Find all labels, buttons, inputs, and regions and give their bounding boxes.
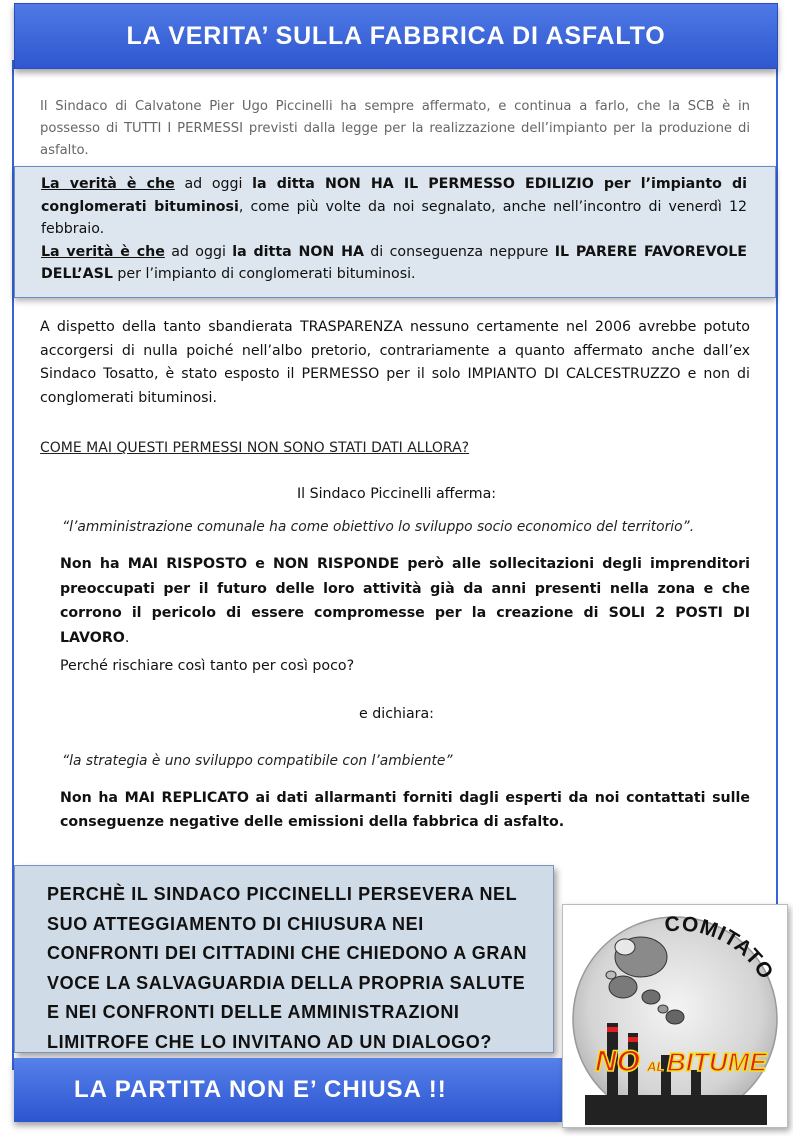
quote-development: “l’amministrazione comunale ha come obiettivo lo sviluppo socio economico del territorio”. xyxy=(62,519,695,535)
question-box xyxy=(14,865,554,1053)
logo-arc-text: COMITATO xyxy=(663,912,779,984)
truth-lead: La verità è che xyxy=(41,243,165,260)
permits-question: COME MAI QUESTI PERMESSI NON SONO STATI DATI ALLORA? xyxy=(40,440,470,456)
why-risk-line: Perché rischiare così tanto per così poco? xyxy=(60,658,355,674)
page-title: LA VERITA’ SULLA FABBRICA DI ASFALTO xyxy=(126,21,666,50)
logo-no: NO xyxy=(595,1045,640,1078)
truth-paragraph-1: La verità è che ad oggi la ditta NON HA IL PERMESSO EDILIZIO per l’impianto di conglomerati bituminosi, come più volte da noi segnalato, anche nell’incontro di venerdì 12 febbraio. xyxy=(41,176,747,237)
title-banner xyxy=(14,3,778,69)
intro-paragraph: Il Sindaco di Calvatone Pier Ugo Piccinelli ha sempre affermato, e continua a farlo, che la SCB è in possesso di TUTTI I PERMESSI previsti dalla legge per la realizzazione dell’impianto per la produzione di asfalto. xyxy=(40,99,750,158)
mayor-states: Il Sindaco Piccinelli afferma: xyxy=(296,486,497,502)
no-response-paragraph: Non ha MAI RISPOSTO e NON RISPONDE però alle sollecitazioni degli imprenditori preoccupati per il futuro delle loro attività già da anni presenti nella zona e che corrono il pericolo di essere compromesse per la creazione di SOLI 2 POSTI DI LAVORO. xyxy=(60,556,750,646)
no-bitume-logo-icon xyxy=(563,905,789,1129)
no-reply-paragraph: Non ha MAI REPLICATO ai dati allarmanti forniti dagli esperti da noi contattati sulle conseguenze negative delle emissioni della fabbrica di asfalto. xyxy=(60,790,750,830)
truth-paragraph-2: La verità è che ad oggi la ditta NON HA di conseguenza neppure IL PARERE FAVOREVOLE DELL’ASL per l’impianto di conglomerati bituminosi. xyxy=(41,243,747,282)
committee-logo xyxy=(562,904,788,1128)
transparency-paragraph: A dispetto della tanto sbandierata TRASPARENZA nessuno certamente nel 2006 avrebbe potuto accorgersi di nulla poiché nell’albo pretorio, contrariamente a quanto affermato anche dall’ex Sindaco Tosatto, è stato esposto il PERMESSO per il solo IMPIANTO DI CALCESTRUZZO e non di conglomerati bituminosi. xyxy=(40,319,750,406)
footer-slogan: LA PARTITA NON E’ CHIUSA !! xyxy=(74,1076,447,1103)
question-box-text: PERCHÈ IL SINDACO PICCINELLI PERSEVERA NEL SUO ATTEGGIAMENTO DI CHIUSURA NEI CONFRONTI DEI CITTADINI CHE CHIEDONO A GRAN VOCE LA SALVAGUARDIA DELLA PROPRIA SALUTE E NEI CONFRONTI DELLE AMMINISTRAZIONI LIMITROFE CHE LO INVITANO AD UN DIALOGO? xyxy=(47,884,528,1052)
logo-bitume: BITUME xyxy=(667,1047,767,1077)
footer-banner xyxy=(14,1058,562,1122)
logo-al: AL xyxy=(647,1059,665,1074)
truth-box xyxy=(14,166,776,298)
truth-lead: La verità è che xyxy=(41,176,175,192)
mayor-declares: e dichiara: xyxy=(359,706,434,722)
quote-strategy: “la strategia è uno sviluppo compatibile con l’ambiente” xyxy=(62,753,453,769)
